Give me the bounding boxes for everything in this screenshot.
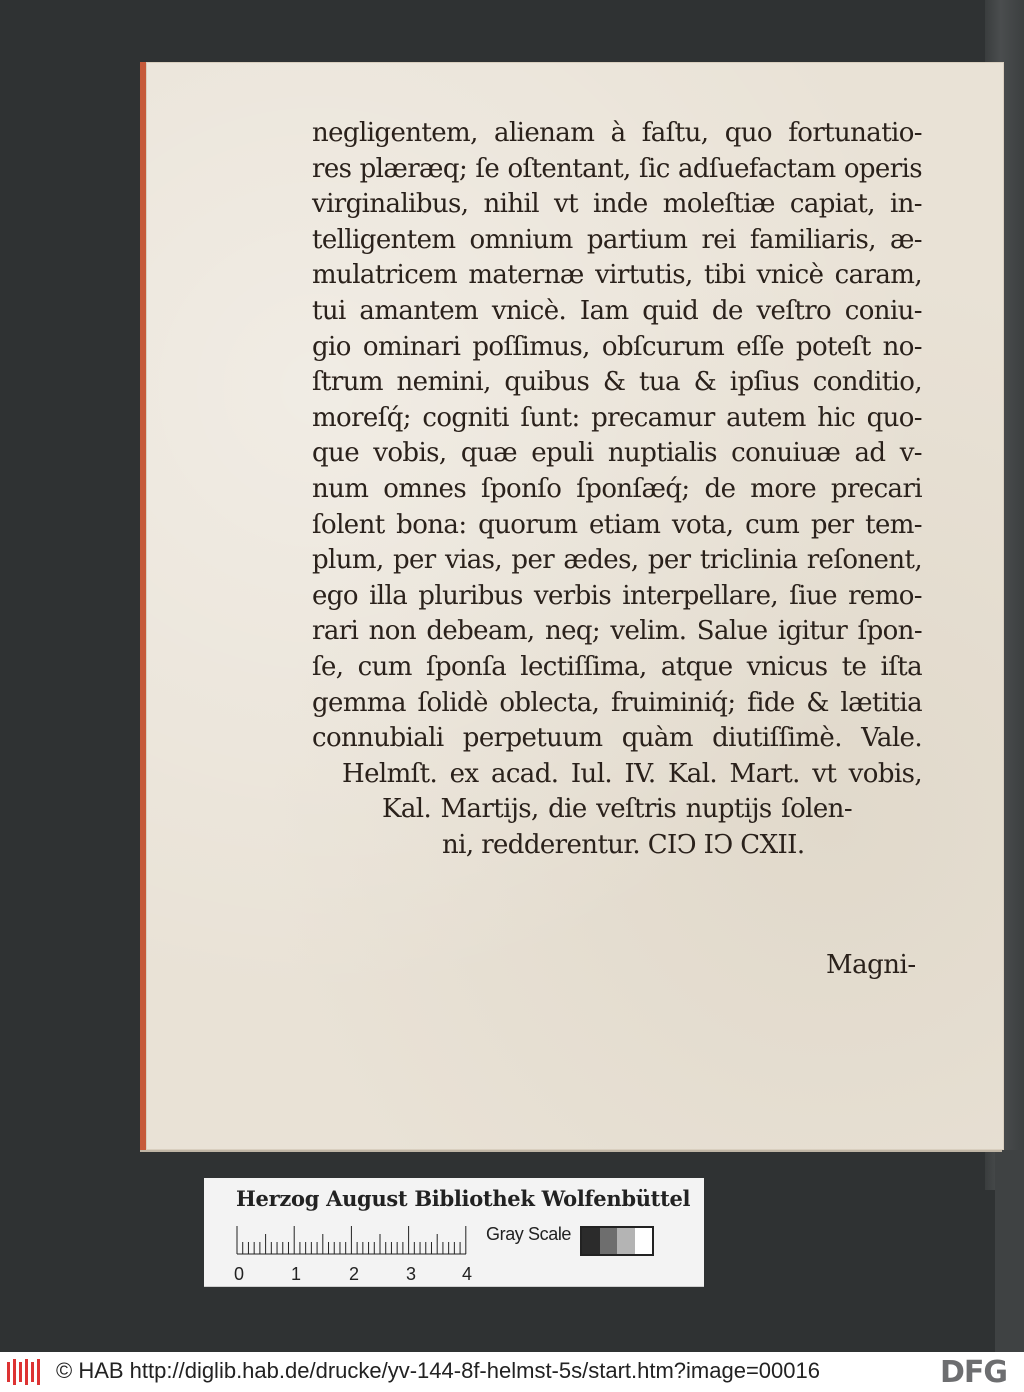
swatch-black [582, 1228, 600, 1254]
adjacent-board-lower [995, 1150, 1024, 1352]
text-line: rari non debeam, neq; velim. Salue igitur ſpon- [312, 616, 922, 647]
text-line: telligentem omnium partium rei familiaris, æ- [312, 224, 922, 255]
page-edge [140, 1150, 1002, 1152]
ruler-number: 1 [291, 1264, 302, 1284]
text-line: res plæræq; ſe oſtentant, ſic adſuefactam operis [312, 153, 922, 184]
text-line: tui amantem vnicè. Iam quid de veſtro coniu- [312, 295, 922, 326]
text-line: moreſq́; cogniti ſunt: precamur autem hic quo- [312, 402, 922, 433]
gray-scale-swatch [580, 1226, 654, 1256]
text-line: gio ominari poſſimus, obſcurum eſſe poteſt no- [312, 331, 922, 362]
ruler [234, 1224, 474, 1258]
library-name: Herzog August Bibliothek Wolfenbüttel [236, 1186, 691, 1211]
page-text [312, 116, 922, 863]
library-label-card [204, 1178, 704, 1286]
swatch-dark-gray [600, 1228, 618, 1254]
text-line: ſe, cum ſponſa lectiſſima, atque vnicus te iſta [312, 651, 922, 682]
gray-scale-label: Gray Scale [486, 1224, 572, 1244]
text-line: ſtrum nemini, quibus & tua & ipſius conditio, [312, 367, 922, 398]
text-line: num omnes ſponſo ſponſæq́; de more precari [312, 473, 922, 504]
text-line: que vobis, quæ epuli nuptialis conuiuæ ad v- [312, 438, 922, 469]
text-line: connubiali perpetuum quàm diutiſſimè. Vale. [312, 723, 922, 754]
ruler-number: 4 [462, 1264, 473, 1284]
hab-logo-icon [6, 1356, 42, 1388]
closing-line: ni, redderentur. CIↃ IↃ CXII. [442, 829, 805, 860]
swatch-light-gray [617, 1228, 635, 1254]
footer-bar [0, 1352, 1024, 1392]
text-line: mulatricem maternæ virtutis, tibi vnicè caram, [312, 260, 922, 291]
text-line: negligentem, alienam à faſtu, quo fortunatio- [312, 118, 922, 148]
closing-line: Helmſt. ex acad. Iul. IV. Kal. Mart. vt vobis, [342, 758, 922, 789]
ruler-number: 0 [234, 1264, 245, 1284]
source-credit: © HAB http://diglib.hab.de/drucke/yv-144-8f-helmst-5s/start.htm?image=00016 [56, 1358, 820, 1383]
text-line: virginalibus, nihil vt inde moleſtiæ capiat, in- [312, 189, 922, 220]
closing-line: Kal. Martijs, die veſtris nuptijs ſolen- [382, 794, 852, 825]
ruler-number: 2 [349, 1264, 360, 1284]
text-line: ego illa pluribus verbis interpellare, ſiue remo- [312, 580, 922, 611]
dfg-logo: DFG [940, 1355, 1008, 1390]
text-line: plum, per vias, per ædes, per triclinia reſonent, [312, 545, 922, 576]
text-line: gemma ſolidè oblecta, fruiminiq́; fide & lætitia [312, 687, 922, 718]
text-line: ſolent bona: quorum etiam vota, cum per tem- [312, 509, 922, 540]
swatch-white [635, 1228, 653, 1254]
ruler-number: 3 [406, 1264, 417, 1284]
ruler-ticks-icon [234, 1224, 474, 1258]
catchword: Magni- [826, 950, 916, 980]
